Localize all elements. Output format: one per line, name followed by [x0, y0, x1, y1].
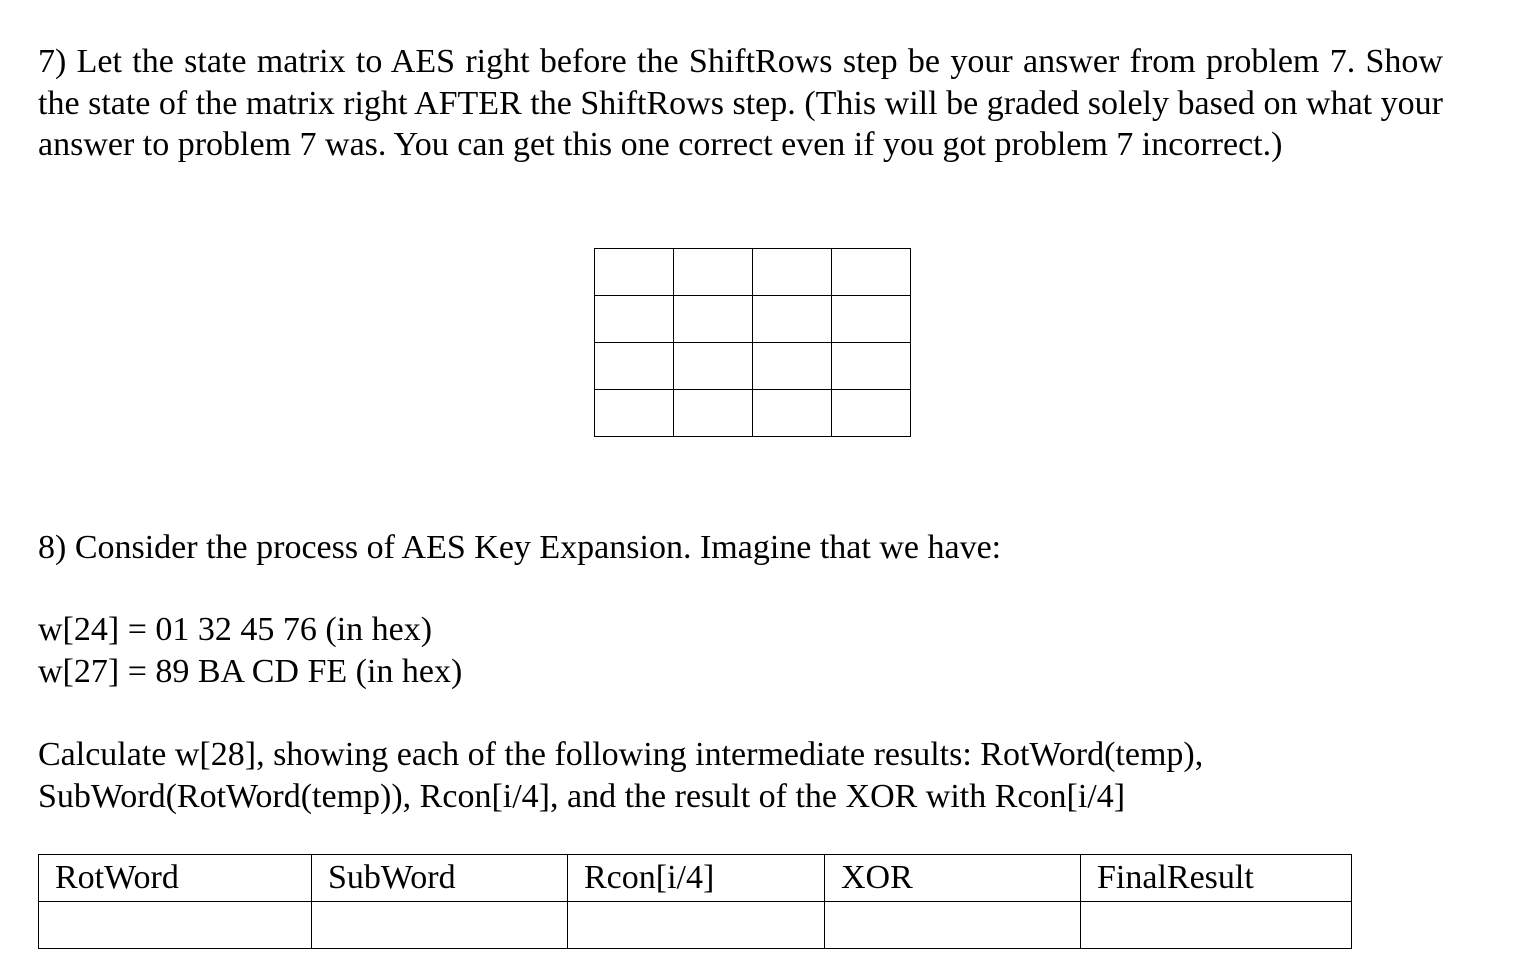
grid-row: [595, 343, 911, 390]
grid-cell[interactable]: [753, 343, 832, 390]
grid-cell[interactable]: [832, 249, 911, 296]
header-rotword: RotWord: [39, 855, 312, 902]
grid-cell[interactable]: [753, 296, 832, 343]
answer-xor[interactable]: [825, 902, 1081, 949]
calculate-instructions: [38, 734, 1488, 817]
w27-value: w[27] = 89 BA CD FE (in hex): [38, 653, 463, 690]
w24-value: w[24] = 01 32 45 76 (in hex): [38, 611, 433, 648]
grid-cell[interactable]: [832, 343, 911, 390]
header-subword: SubWord: [312, 855, 568, 902]
grid-cell[interactable]: [595, 343, 674, 390]
grid-cell[interactable]: [832, 390, 911, 437]
header-xor: XOR: [825, 855, 1081, 902]
grid-row: [595, 249, 911, 296]
table-header-row: [39, 855, 1352, 902]
header-rcon: Rcon[i/4]: [568, 855, 825, 902]
grid-row: [595, 390, 911, 437]
answer-subword[interactable]: [312, 902, 568, 949]
answer-rotword[interactable]: [39, 902, 312, 949]
grid-cell[interactable]: [674, 343, 753, 390]
table-row: [39, 902, 1352, 949]
grid-cell[interactable]: [595, 249, 674, 296]
question-7-text: 7) Let the state matrix to AES right before the ShiftRows step be your answer from problem 7. Show the state of the matrix right AFTER the ShiftRows step. (This will be graded solely based on what your answer to problem 7 was. You can get this one correct even if you got problem 7 incorrect.): [38, 43, 1443, 163]
grid-cell[interactable]: [595, 390, 674, 437]
answer-final-result[interactable]: [1081, 902, 1352, 949]
calculate-line-1: Calculate w[28], showing each of the following intermediate results: RotWord(temp),: [38, 736, 1204, 773]
grid-cell[interactable]: [674, 390, 753, 437]
header-final-result: FinalResult: [1081, 855, 1352, 902]
answer-rcon[interactable]: [568, 902, 825, 949]
state-matrix-grid: [594, 248, 911, 437]
question-8-intro: 8) Consider the process of AES Key Expansion. Imagine that we have:: [38, 529, 1002, 566]
calculate-line-2: SubWord(RotWord(temp)), Rcon[i/4], and the result of the XOR with Rcon[i/4]: [38, 777, 1126, 815]
grid-row: [595, 296, 911, 343]
key-expansion-table: [38, 854, 1352, 949]
grid-cell[interactable]: [753, 249, 832, 296]
grid-cell[interactable]: [674, 296, 753, 343]
grid-cell[interactable]: [832, 296, 911, 343]
grid-cell[interactable]: [753, 390, 832, 437]
grid-cell[interactable]: [595, 296, 674, 343]
grid-cell[interactable]: [674, 249, 753, 296]
